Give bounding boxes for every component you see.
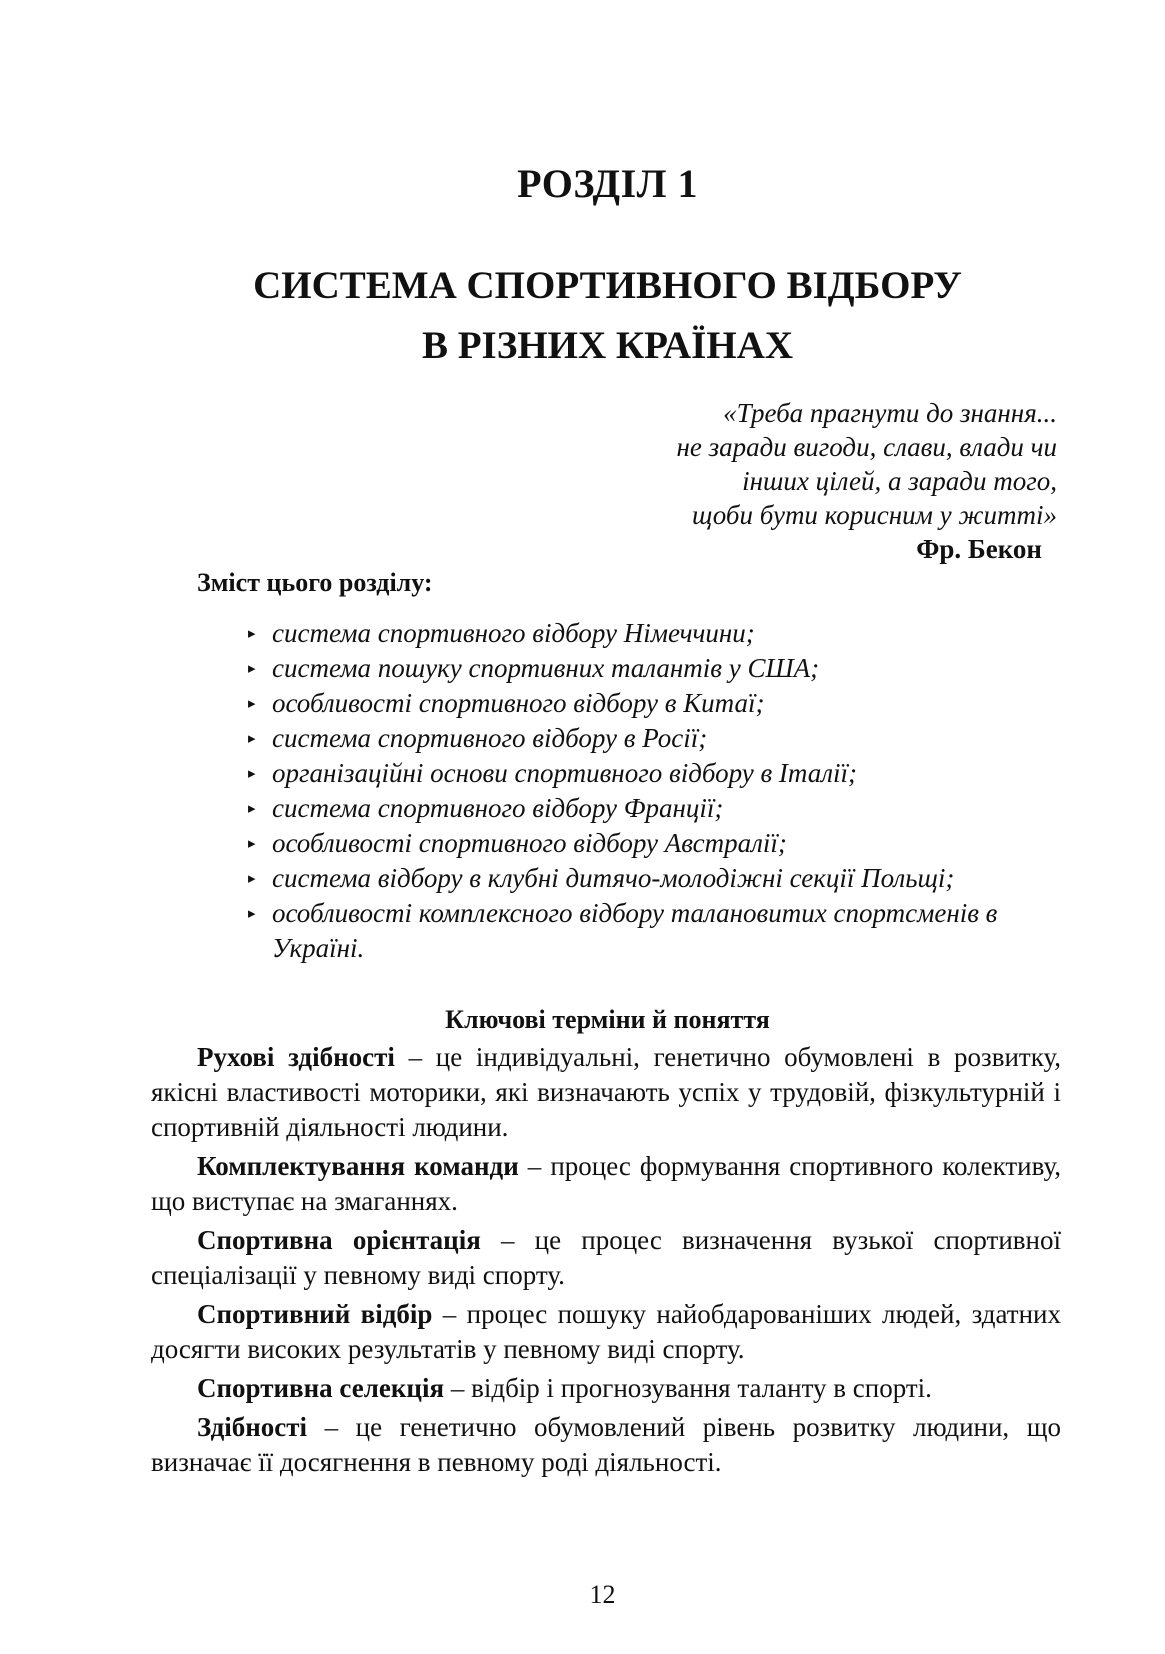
term-definition: – відбір і прогнозування таланту в спорті.: [444, 1373, 932, 1403]
list-item: [248, 791, 1078, 826]
term-name: Рухові здібності: [197, 1042, 395, 1072]
list-item: [248, 861, 1078, 896]
bullet-icon: ▸: [248, 836, 256, 852]
list-item: [248, 826, 1078, 861]
term-definition: – це генетично обумовлений рівень розвитку людини, що визначає її досягнення в певному роді діяльності.: [151, 1412, 1061, 1477]
term-definition: – процес формування спортивного колективу, що виступає на змаганнях.: [151, 1151, 1061, 1216]
term-paragraph: [151, 1371, 1061, 1406]
bullet-icon: ▸: [248, 871, 256, 887]
list-item-text: система пошуку спортивних талантів у США;: [272, 653, 820, 683]
list-item-text: система спортивного відбору Франції;: [272, 793, 724, 823]
list-item: [248, 756, 1078, 791]
list-item-text: система відбору в клубні дитячо-молодіжні секції Польщі;: [272, 863, 955, 893]
contents-list: [248, 616, 1078, 966]
epigraph: [537, 396, 1057, 566]
list-item: [248, 616, 1078, 651]
list-item: [248, 721, 1078, 756]
key-terms-heading: Ключові терміни й поняття: [445, 1005, 770, 1034]
bullet-icon: ▸: [248, 731, 256, 747]
term-name: Здібності: [197, 1412, 308, 1442]
list-item: [248, 651, 1078, 686]
list-item-text: система спортивного відбору в Росії;: [272, 723, 708, 753]
chapter-title-line: В РІЗНИХ КРАЇНАХ: [421, 324, 794, 367]
contents-heading: Зміст цього розділу:: [197, 568, 433, 597]
list-item-text: особливості спортивного відбору Австралії;: [272, 828, 787, 858]
list-item: [248, 686, 1078, 721]
bullet-icon: ▸: [248, 906, 256, 922]
term-name: Комплектування команди: [197, 1151, 519, 1181]
list-item: [248, 896, 1078, 966]
term-name: Спортивна селекція: [197, 1373, 445, 1403]
term-definition: – процес пошуку найобдарованіших людей, здатних досягти високих результатів у певному виді спорту.: [151, 1299, 1061, 1364]
bullet-icon: ▸: [248, 801, 256, 817]
bullet-icon: ▸: [248, 766, 256, 782]
bullet-icon: ▸: [248, 661, 256, 677]
chapter-title-line: СИСТЕМА СПОРТИВНОГО ВІДБОРУ: [253, 264, 962, 307]
term-definition: – це індивідуальні, генетично обумовлені в розвитку, якісні властивості моторики, які визначають успіх у трудовій, фізкультурній і спортивній діяльності людини.: [151, 1042, 1062, 1142]
page-number: 12: [589, 1580, 616, 1609]
list-item-text: особливості комплексного відбору талановитих спортсменів в Україні.: [272, 898, 998, 963]
list-item-text: особливості спортивного відбору в Китаї;: [272, 688, 765, 718]
epigraph-line: «Треба прагнути до знання...: [723, 398, 1057, 428]
chapter-title: [0, 256, 1165, 376]
term-definition: – це процес визначення вузької спортивної спеціалізації у певному виді спорту.: [151, 1225, 1061, 1290]
term-paragraph: [151, 1297, 1061, 1367]
term-paragraph: [151, 1040, 1061, 1145]
bullet-icon: ▸: [248, 626, 256, 642]
term-paragraph: [151, 1410, 1061, 1480]
term-paragraph: [151, 1149, 1061, 1219]
term-paragraph: [151, 1223, 1061, 1293]
key-terms: [151, 1040, 1061, 1484]
epigraph-line: не заради вигоди, слави, влади чи: [676, 432, 1057, 462]
chapter-label: РОЗДІЛ 1: [517, 161, 698, 206]
list-item-text: організаційні основи спортивного відбору в Італії;: [272, 758, 858, 788]
term-name: Спортивний відбір: [197, 1299, 433, 1329]
list-item-text: система спортивного відбору Німеччини;: [272, 618, 755, 648]
epigraph-line: щоби бути корисним у житті»: [692, 500, 1057, 530]
epigraph-line: інших цілей, а заради того,: [742, 466, 1057, 496]
epigraph-author: Фр. Бекон: [916, 534, 1042, 564]
term-name: Спортивна орієнтація: [197, 1225, 481, 1255]
bullet-icon: ▸: [248, 696, 256, 712]
